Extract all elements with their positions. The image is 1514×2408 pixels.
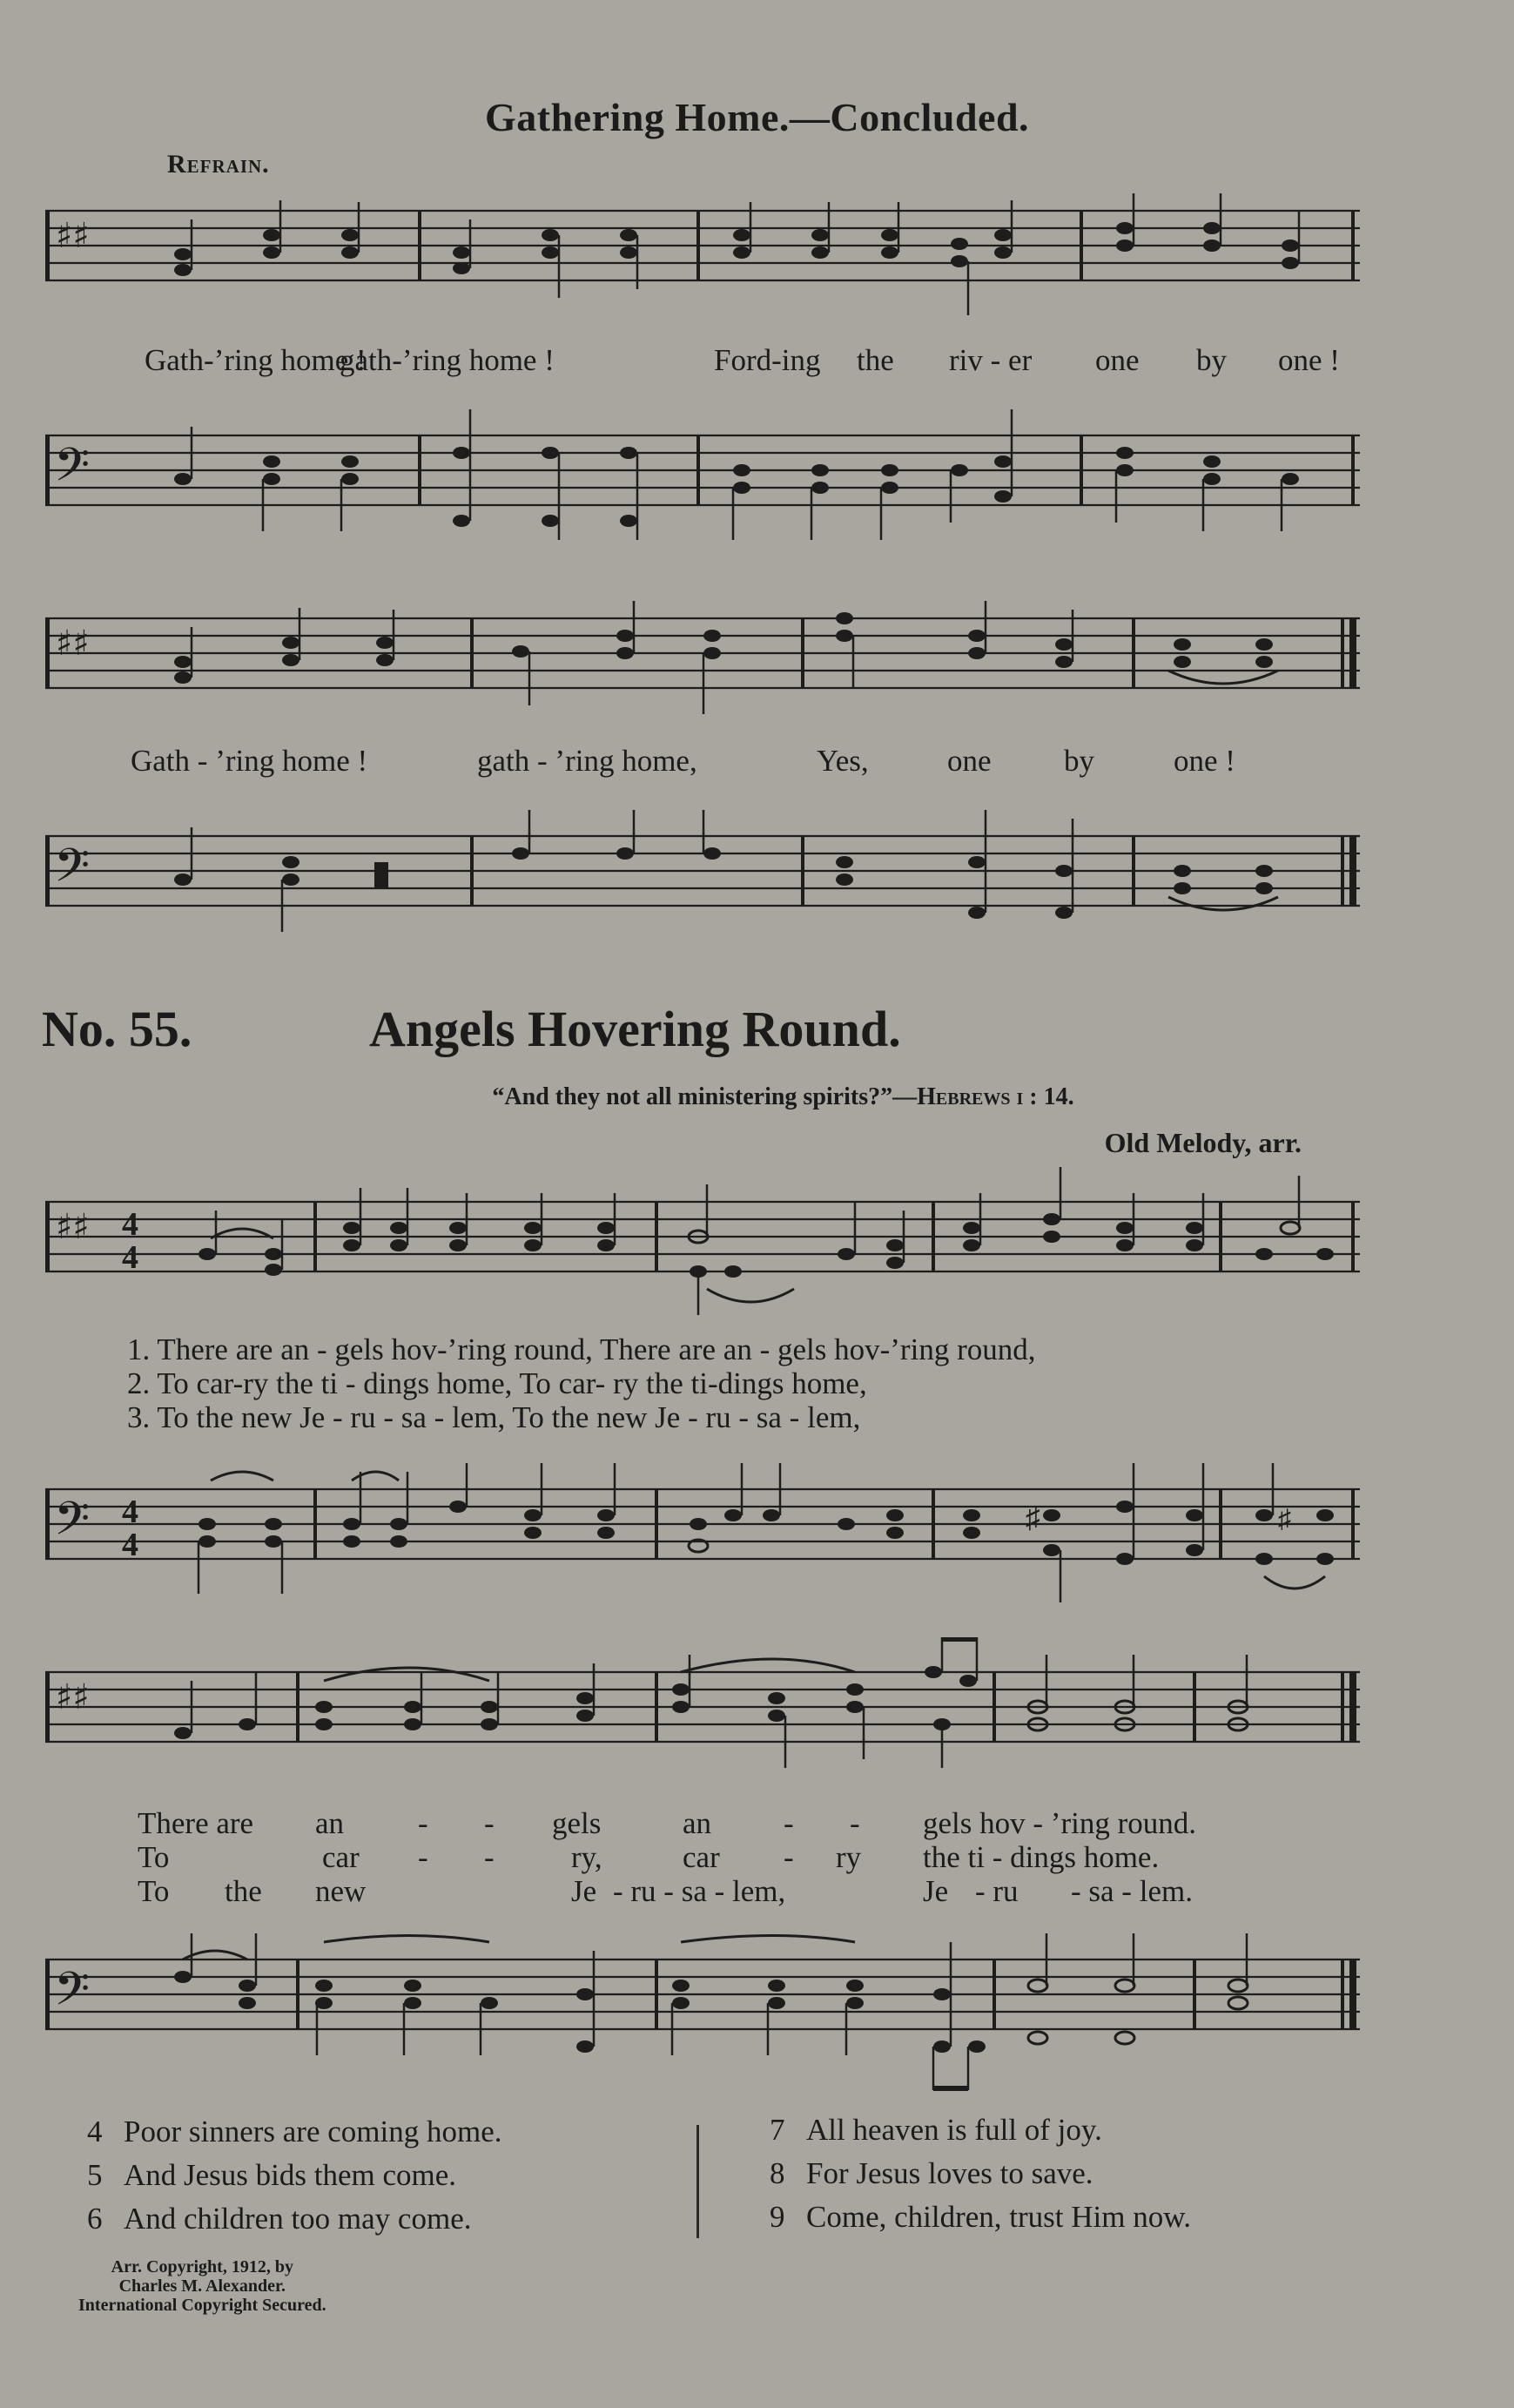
scripture-quote: “And they not all ministering spirits?”— [492,1083,918,1110]
hymn-title: Angels Hovering Round. [369,1001,901,1057]
extra-verse-number: 9 [770,2200,785,2234]
verse-column-divider [696,2125,699,2238]
extra-verse-text: Come, children, trust Him now. [806,2200,1191,2234]
verse-3-line-2-b: the [225,1874,262,1908]
verse-2-line-2-c: - [418,1840,428,1874]
refrain-lyric-1-8: one ! [1278,343,1340,377]
verse-1-line-1: 1. There are an - gels hov-’ring round, There are an - gels hov-’ring round, [127,1332,1036,1366]
composer-credit: Old Melody, arr. [1104,1127,1302,1158]
refrain-lyric-2-2: gath - ’ring home, [477,744,697,778]
refrain-bass-staff-1 [37,409,1360,557]
refrain-bass-staff-2 [37,810,1360,941]
extra-verse-9 [770,2200,1191,2235]
refrain-lyric-1-6: one [1095,343,1140,377]
verse-3-line-2-i: - sa - lem. [1071,1874,1193,1908]
refrain-lyric-2-3: Yes, [817,744,869,778]
svg-text:4: 4 [122,1206,138,1243]
extra-verse-number: 8 [770,2156,785,2190]
verse-2-line-2-f: car [683,1840,720,1874]
verse-1-line-2-c: - [418,1806,428,1840]
svg-text:♯: ♯ [1278,1505,1291,1534]
svg-text:𝄢: 𝄢 [54,1963,91,2027]
refrain-lyric-2-6: one ! [1174,744,1235,778]
verse-1-line-2-a: There are [138,1806,254,1840]
verse-1-line-2-b: an [315,1806,345,1840]
refrain-lyric-2-4: one [947,744,992,778]
svg-text:♯♯: ♯♯ [56,624,90,664]
scripture-reference [0,1083,1514,1111]
extra-verse-text: All heaven is full of joy. [806,2113,1102,2147]
svg-text:4: 4 [122,1494,138,1530]
verse-2-line-2-h: ry [836,1840,862,1874]
svg-text:♯♯: ♯♯ [56,1207,90,1247]
refrain-treble-staff-2 [37,601,1360,732]
extra-verse-number: 7 [770,2113,785,2147]
verse-3-line-2-h: - ru [975,1874,1019,1908]
verse-1-line-2-f: an [683,1806,712,1840]
extra-verse-text: For Jesus loves to save. [806,2156,1093,2190]
refrain-lyric-1-1: Gath-’ring home ! [145,343,367,377]
copyright-line-3: International Copyright Secured. [78,2296,326,2315]
extra-verse-text: Poor sinners are coming home. [124,2115,502,2148]
extra-verse-6 [87,2202,471,2236]
refrain-lyric-1-4: the [857,343,894,377]
verse-2-line-2-a: To [138,1840,170,1874]
refrain-label: Refrain. [167,150,270,179]
extra-verse-4 [87,2115,502,2149]
copyright-line-1: Arr. Copyright, 1912, by [111,2257,293,2276]
verse-3-line-2-g: Je [923,1874,949,1908]
extra-verse-number: 6 [87,2202,103,2236]
refrain-lyric-2-5: by [1064,744,1094,778]
verse-1-line-2-h: - [850,1806,860,1840]
svg-text:𝄢: 𝄢 [54,1493,91,1557]
verse-3-line-2-e: Je [571,1874,597,1908]
verse-1-line-2-g: - [784,1806,794,1840]
verse-3-line-2-a: To [138,1874,170,1908]
scripture-book: Hebrews i : 14. [917,1083,1074,1110]
refrain-lyric-1-3: Ford-ing [714,343,821,377]
copyright-line-2: Charles M. Alexander. [118,2276,286,2296]
svg-text:𝄢: 𝄢 [54,439,91,503]
verse-1-line-2-d: - [484,1806,495,1840]
extra-verse-8 [770,2156,1093,2191]
refrain-lyric-2-1: Gath - ’ring home ! [131,744,368,778]
refrain-lyric-1-2: gath-’ring home ! [340,343,555,377]
refrain-lyric-1-7: by [1196,343,1227,377]
verse-2-line-2-d: - [484,1840,495,1874]
svg-text:♯: ♯ [1026,1502,1040,1535]
svg-text:♯♯: ♯♯ [56,1677,90,1717]
verse-1-line-2-i: gels hov - ’ring round. [923,1806,1196,1840]
hymn-bass-staff-1 [37,1463,1360,1611]
svg-text:♯♯: ♯♯ [56,216,90,256]
svg-text:𝄢: 𝄢 [54,840,91,904]
hymn-treble-staff-1 [37,1167,1360,1332]
copyright-notice [78,2257,326,2315]
svg-text:4: 4 [122,1239,138,1276]
hymn-treble-staff-2 [37,1637,1360,1803]
verse-1-line-2-e: gels [552,1806,602,1840]
refrain-treble-staff-1 [37,193,1360,324]
verse-3-line-2-f: - ru - sa - lem, [613,1874,786,1908]
verse-2-line-2-e: ry, [571,1840,602,1874]
verse-2-line-2-g: - [784,1840,794,1874]
extra-verse-7 [770,2113,1102,2148]
extra-verse-text: And Jesus bids them come. [124,2158,457,2192]
verse-2-line-2-b: car [322,1840,360,1874]
extra-verse-text: And children too may come. [124,2202,472,2236]
page-title: Gathering Home.—Concluded. [484,95,1030,139]
extra-verse-5 [87,2158,456,2193]
verse-2-line-2-i: the ti - dings home. [923,1840,1160,1874]
hymn-number: No. 55. [42,1001,192,1057]
verse-3-line-2-c: new [315,1874,367,1908]
hymn-bass-staff-2 [37,1933,1360,2099]
extra-verse-number: 4 [87,2115,103,2148]
verse-2-line-1: 2. To car-ry the ti - dings home, To car- ry the ti-dings home, [127,1366,867,1400]
svg-text:4: 4 [122,1527,138,1563]
extra-verse-number: 5 [87,2158,103,2192]
refrain-lyric-1-5: riv - er [949,343,1033,377]
verse-3-line-1: 3. To the new Je - ru - sa - lem, To the new Je - ru - sa - lem, [127,1400,861,1434]
